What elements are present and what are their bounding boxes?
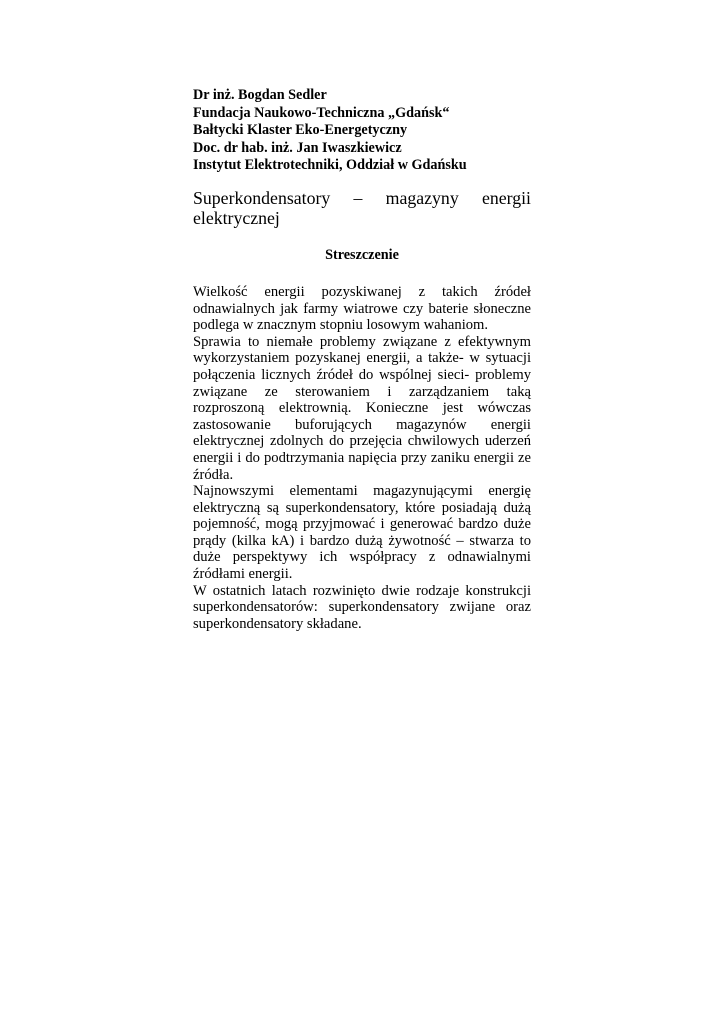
author-line-4: Doc. dr hab. inż. Jan Iwaszkiewicz xyxy=(193,139,402,156)
author-affiliations xyxy=(193,87,531,175)
abstract-paragraph-2: Sprawia to niemałe problemy związane z efektywnym wykorzystaniem pozyskanej energii, a także- w sytuacji połączenia licznych źródeł do wspólnej sieci- problemy związane ze sterowaniem i zarządzaniem taką rozproszoną elektrownią. Konieczne jest wówczas zastosowanie buforujących magazynów energii elektrycznej zdolnych do przejęcia chwilowych uderzeń energii i do podtrzymania napięcia przy zaniku energii ze źródła. xyxy=(193,333,531,483)
affiliation-line-3: Bałtycki Klaster Eko-Energetyczny xyxy=(193,122,408,139)
affiliation-line-5: Instytut Elektrotechniki, Oddział w Gdańsku xyxy=(193,157,467,174)
abstract-body xyxy=(193,284,531,632)
author-line-1: Dr inż. Bogdan Sedler xyxy=(193,87,327,103)
abstract-heading: Streszczenie xyxy=(325,246,399,263)
abstract-paragraph-1: Wielkość energii pozyskiwanej z takich źródeł odnawialnych jak farmy wiatrowe czy baterie słoneczne podlega w znacznym stopniu losowym wahaniom. xyxy=(193,283,531,334)
paper-title-line-1: Superkondensatory – magazyny energii xyxy=(193,187,531,208)
paper-title xyxy=(193,188,531,229)
paper-title-line-2: elektrycznej xyxy=(193,208,280,229)
document-content xyxy=(193,87,531,632)
abstract-paragraph-4: W ostatnich latach rozwinięto dwie rodzaje konstrukcji superkondensatorów: superkondensatory zwijane oraz superkondensatory składane. xyxy=(193,582,531,632)
affiliation-line-2: Fundacja Naukowo-Techniczna „Gdańsk“ xyxy=(193,104,450,121)
abstract-paragraph-3: Najnowszymi elementami magazynującymi energię elektryczną są superkondensatory, które posiadają dużą pojemność, mogą przyjmować i generować bardzo duże prądy (kilka kA) i bardzo dużą żywotność – stwarza to duże perspektywy ich współpracy z odnawialnymi źródłami energii. xyxy=(193,483,531,583)
